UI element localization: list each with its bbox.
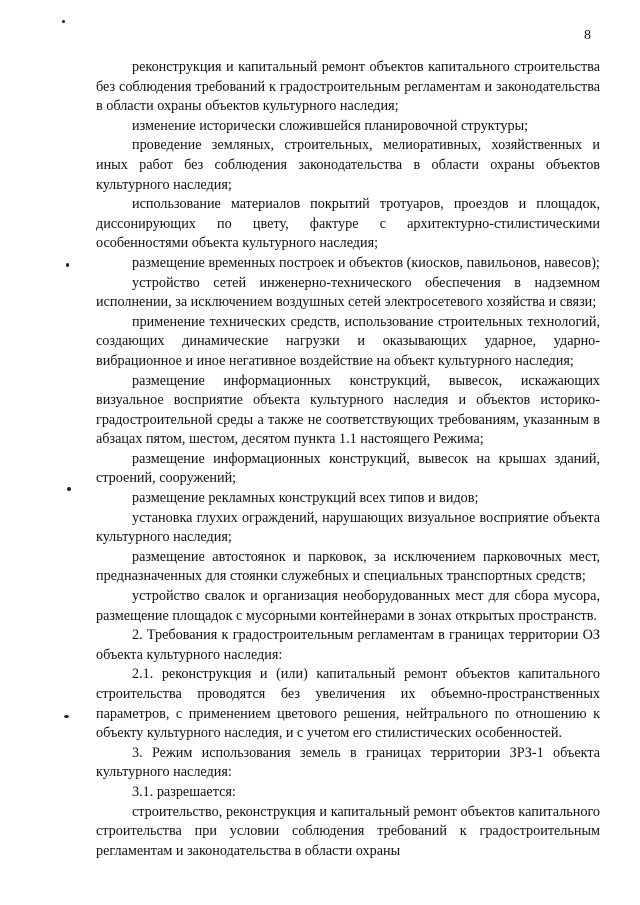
paragraph: применение технических средств, использование строительных технологий, создающих динамические нагрузки и оказывающих ударное, ударно-вибрационное и иное негативное воздействие на объект культурного наследия; [96,313,600,369]
paragraph: размещение рекламных конструкций всех типов и видов; [132,490,479,507]
paragraph: размещение автостоянок и парковок, за исключением парковочных мест, предназначенных для стоянки служебных и специальных транспортных средств; [96,548,600,585]
paragraph: 2.1. реконструкция и (или) капитальный ремонт объектов капитального строительства проводятся без увеличения их объемно-пространственных параметров, с применением цветового решения, нейтрального по отношению к объекту культурного наследия, и с учетом его стилистических особенностей. [96,666,600,742]
paragraph: проведение земляных, строительных, мелиоративных, хозяйственных и иных работ без соблюдения законодательства в области охраны объектов культурного наследия; [96,137,600,193]
page-number: 8 [584,28,591,43]
paragraph: устройство сетей инженерно-технического обеспечения в надземном исполнении, за исключением воздушных сетей электросетевого хозяйства и связи; [96,274,600,311]
paragraph: установка глухих ограждений, нарушающих визуальное восприятие объекта культурного наследия; [96,509,600,546]
scan-speck [64,715,69,718]
paragraph: строительство, реконструкция и капитальный ремонт объектов капитального строительства при условии соблюдения требований к градостроительным регламентам и законодательства в области охраны [96,803,600,859]
scan-speck [67,487,71,491]
subsection-heading: 3.1. разрешается: [132,783,236,800]
scan-speck [66,263,69,267]
scan-speck [62,20,65,23]
paragraph: размещение временных построек и объектов (киосков, павильонов, навесов); [132,254,600,271]
paragraph: изменение исторически сложившейся планировочной структуры; [132,117,529,134]
paragraph: реконструкция и капитальный ремонт объектов капитального строительства без соблюдения требований к градостроительным регламентам и законодательства в области охраны объектов культурного наследия; [96,59,600,115]
section-heading: 2. Требования к градостроительным регламентам в границах территории ОЗ объекта культурного наследия: [96,627,600,663]
paragraph: устройство свалок и организация необорудованных мест для сбора мусора, размещение площадок с мусорными контейнерами в зонах открытых пространств. [96,588,600,624]
paragraph: размещение информационных конструкций, вывесок на крышах зданий, строений, сооружений; [96,450,600,487]
paragraph: использование материалов покрытий тротуаров, проездов и площадок, диссонирующих по цвету, фактуре с архитектурно-стилистическими особенностями объекта культурного наследия; [96,196,600,252]
paragraph: размещение информационных конструкций, вывесок, искажающих визуальное восприятие объекта культурного наследия и объектов историко-градостроительной среды а также не соответствующих требованиям, указанным в абзацах пятом, шестом, десятом пункта 1.1 настоящего Режима; [96,372,600,448]
section-heading: 3. Режим использования земель в границах территории ЗРЗ-1 объекта культурного наследия: [96,744,600,781]
document-body [96,58,600,861]
